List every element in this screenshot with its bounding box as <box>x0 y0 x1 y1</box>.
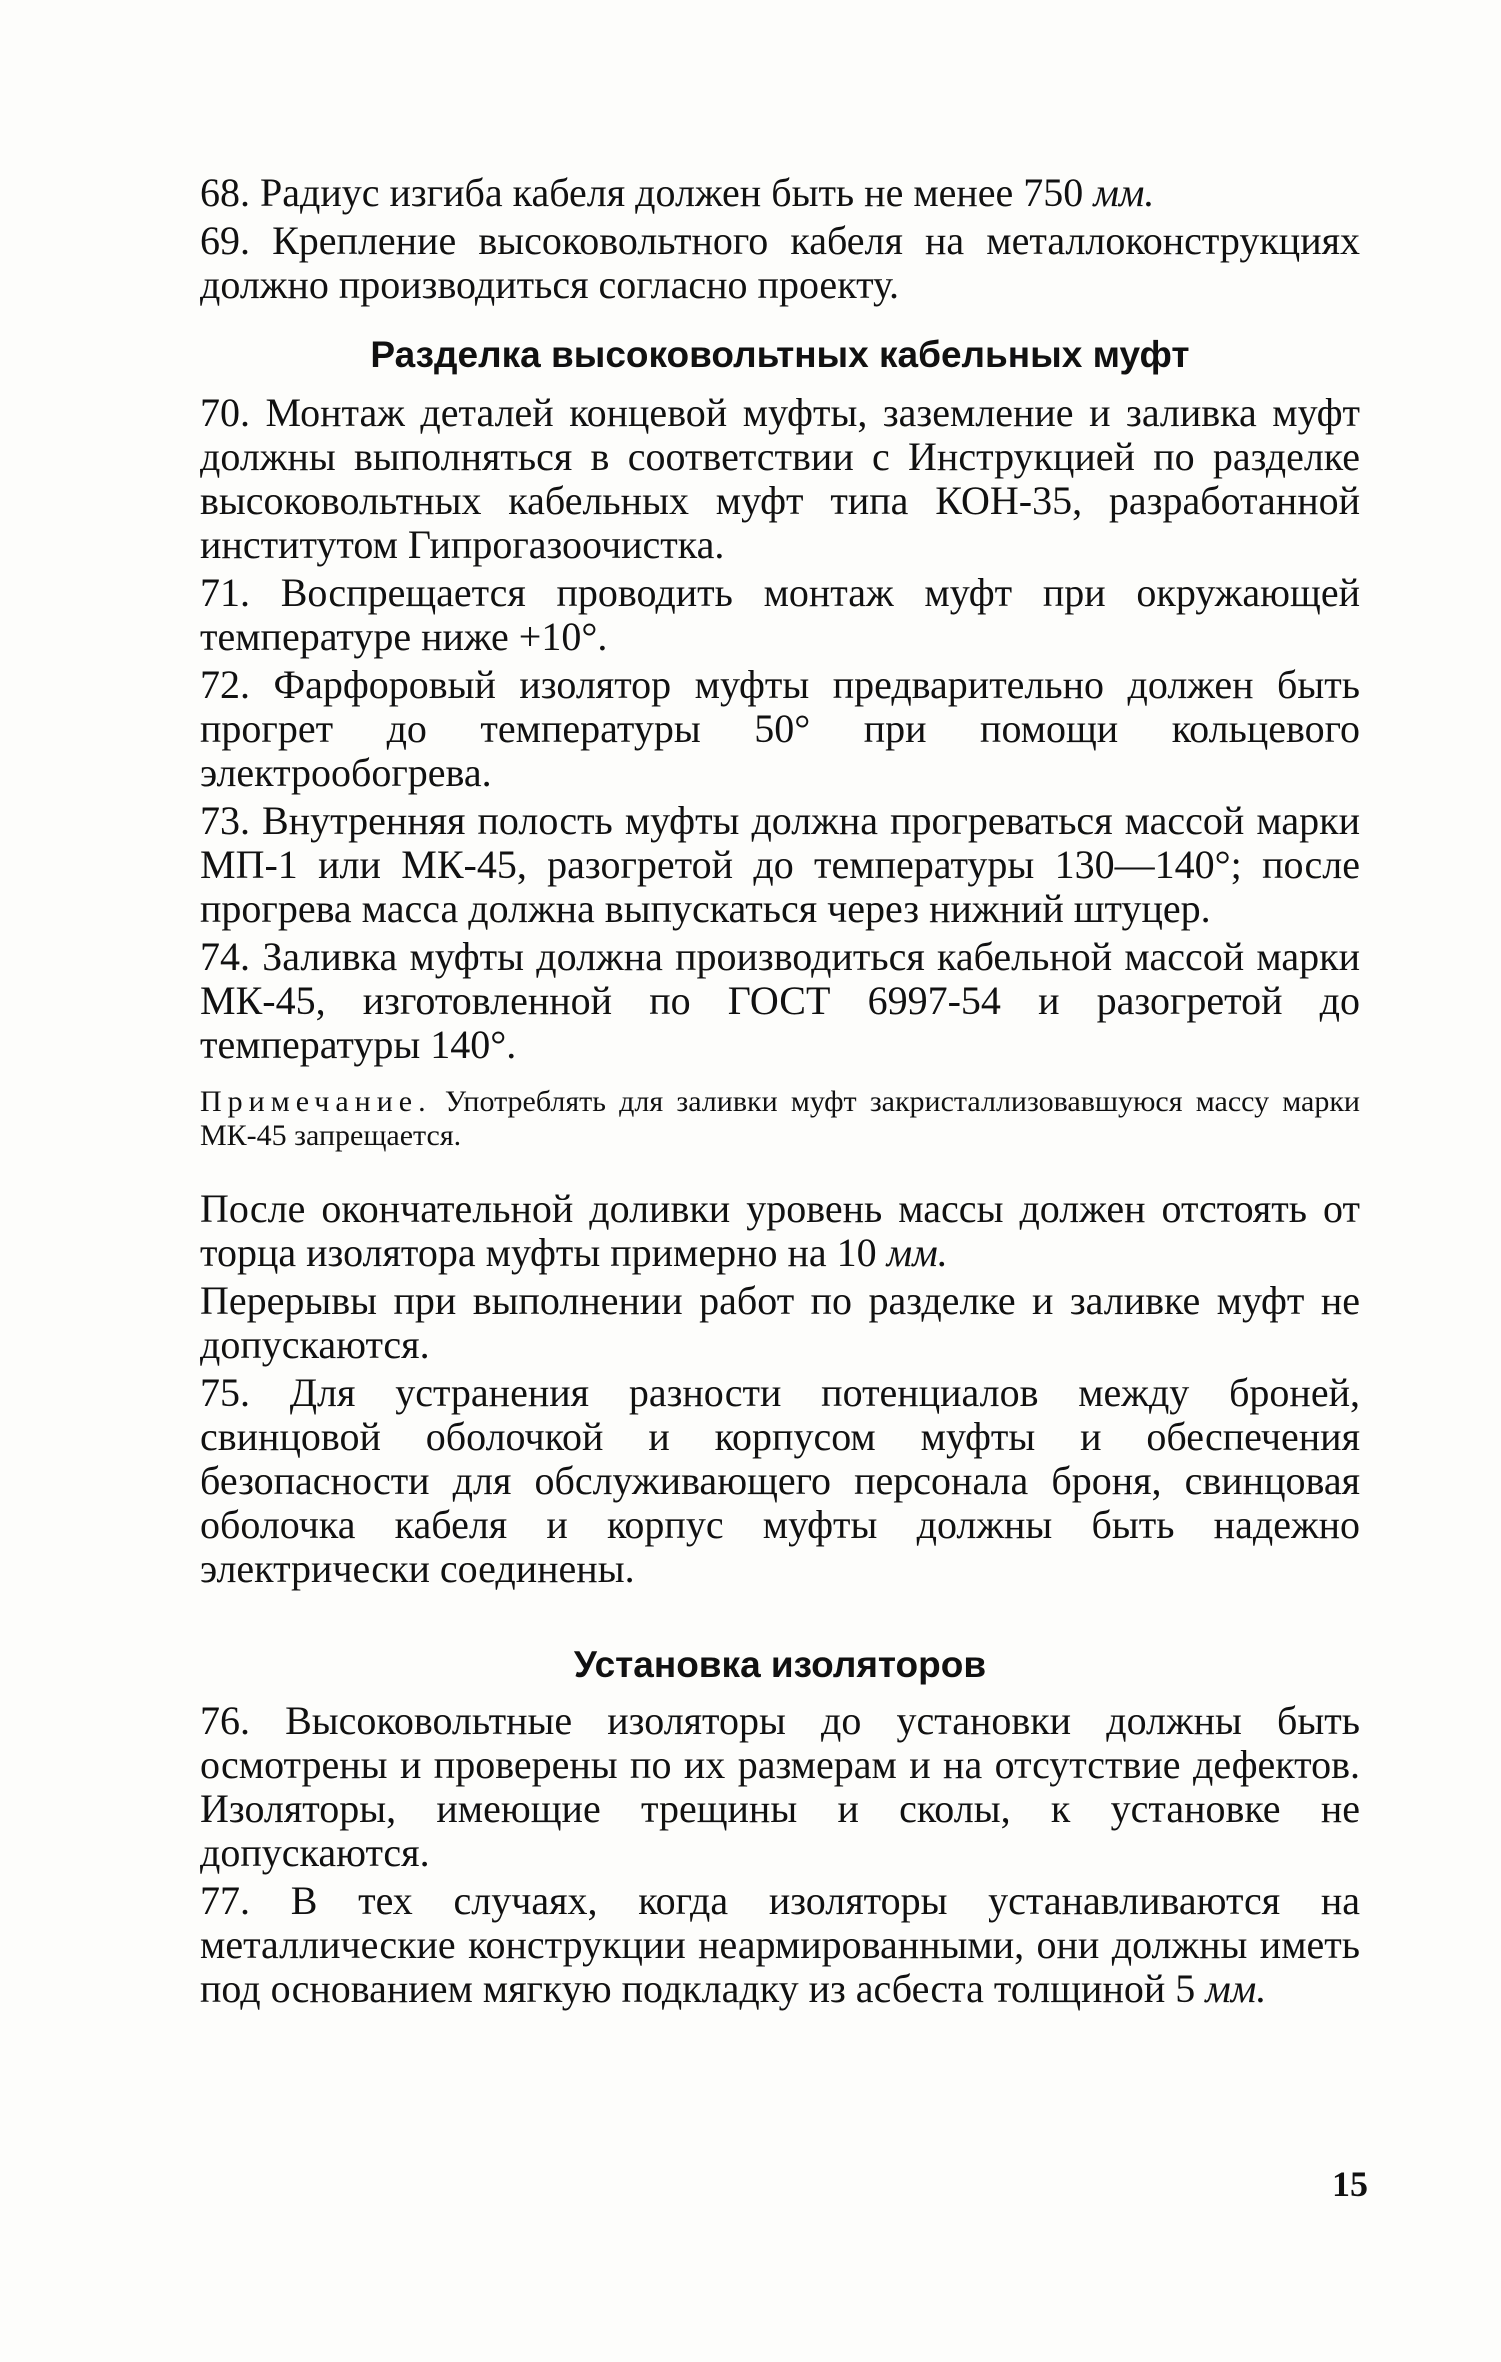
page-content <box>200 165 1360 2011</box>
paragraph-71: 71. Воспрещается проводить монтаж муфт при окружающей температуре ниже +10°. <box>200 570 1360 659</box>
paragraph-72: 72. Фарфоровый изолятор муфты предварительно должен быть прогрет до температуры 50° при помощи кольцевого электрообогрева. <box>200 662 1360 795</box>
paragraph-after-topping <box>200 1187 1360 1275</box>
paragraph-breaks: Перерывы при выполнении работ по разделке и заливке муфт не допускаются. <box>200 1278 1360 1367</box>
section-heading-cable-sleeves: Разделка высоковольтных кабельных муфт <box>370 334 1190 375</box>
paragraph-69: 69. Крепление высоковольтного кабеля на металлоконструкциях должно производиться согласно проекту. <box>200 218 1360 307</box>
note-label: Примечание. <box>200 1085 432 1118</box>
paragraph-77-unit: мм. <box>1205 1966 1267 2011</box>
page-number: 15 <box>1332 2164 1368 2204</box>
paragraph-74: 74. Заливка муфты должна производиться кабельной массой марки МК-45, изготовленной по ГОСТ 6997-54 и разогретой до температуры 140°. <box>200 934 1360 1067</box>
paragraph-68 <box>200 171 1360 215</box>
paragraph-after-topping-unit: мм. <box>886 1230 948 1275</box>
paragraph-68-text: 68. Радиус изгиба кабеля должен быть не менее 750 <box>200 170 1084 215</box>
section-heading-insulators: Установка изоляторов <box>573 1644 987 1685</box>
paragraph-77 <box>200 1879 1360 2011</box>
paragraph-75: 75. Для устранения разности потенциалов между броней, свинцовой оболочкой и корпусом муфты и обеспечения безопасности для обслуживающего персонала броня, свинцовая оболочка кабеля и корпус муфты должны быть надежно электрически соединены. <box>200 1370 1360 1591</box>
note-text: Употреблять для заливки муфт закристаллизовавшуюся массу марки МК-45 запрещается. <box>200 1085 1360 1152</box>
paragraph-after-topping-text: После окончательной доливки уровень массы должен отстоять от торца изолятора муфты примерно на 10 <box>200 1186 1360 1275</box>
paragraph-73: 73. Внутренняя полость муфты должна прогреваться массой марки МП-1 или МК-45, разогретой до температуры 130—140°; после прогрева масса должна выпускаться через нижний штуцер. <box>200 798 1360 931</box>
paragraph-77-text: 77. В тех случаях, когда изоляторы устанавливаются на металлические конструкции неармированными, они должны иметь под основанием мягкую подкладку из асбеста толщиной 5 <box>200 1878 1360 2011</box>
paragraph-76: 76. Высоковольтные изоляторы до установки должны быть осмотрены и проверены по их размерам и на отсутствие дефектов. Изоляторы, имеющие трещины и сколы, к установке не допускаются. <box>200 1698 1360 1875</box>
paragraph-68-unit: мм. <box>1093 170 1155 215</box>
note <box>200 1085 1360 1153</box>
paragraph-70: 70. Монтаж деталей концевой муфты, заземление и заливка муфт должны выполняться в соответствии с Инструкцией по разделке высоковольтных кабельных муфт типа КОН-35, разработанной институтом Гипрогазоочистка. <box>200 390 1360 567</box>
